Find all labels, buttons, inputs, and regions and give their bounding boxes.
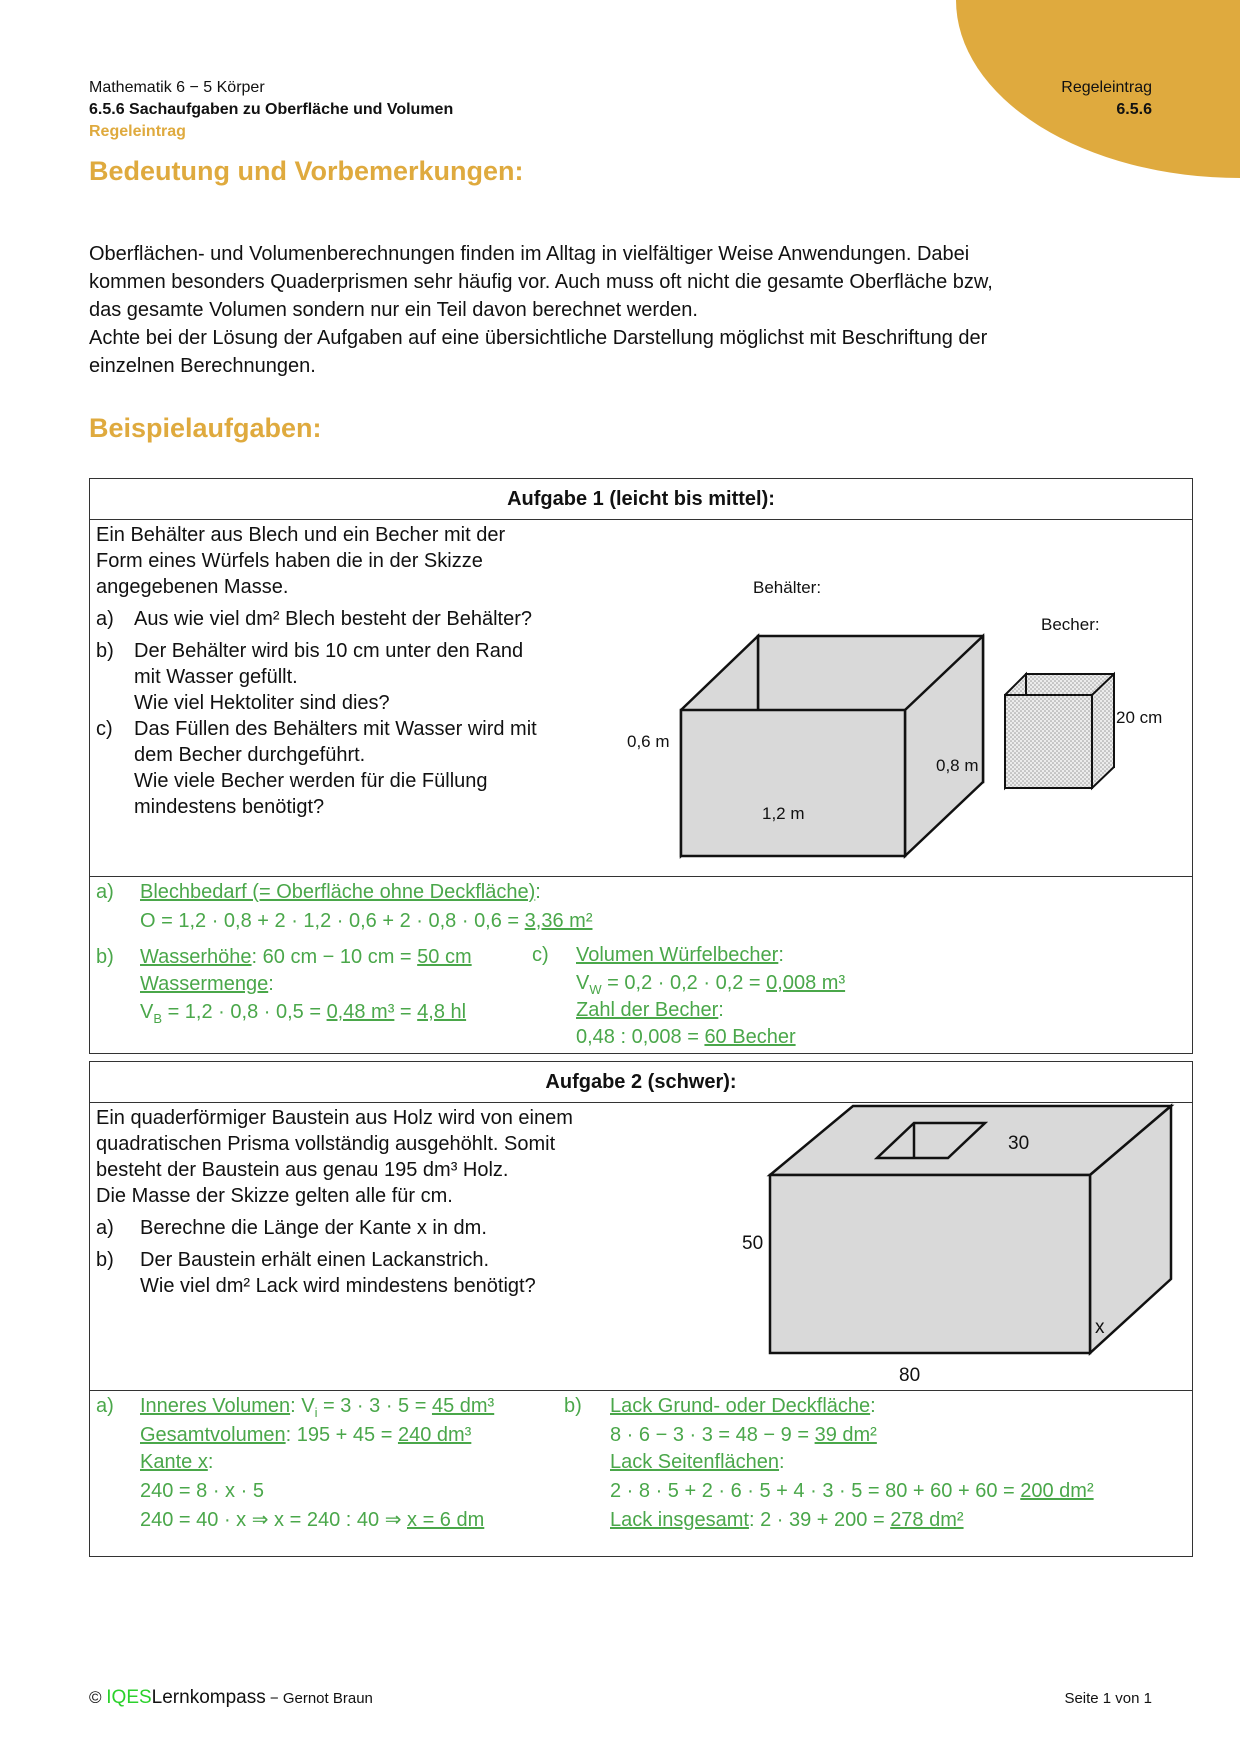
header-right-label: Regeleintrag <box>1061 79 1152 96</box>
solution-heading: Zahl der Becher <box>576 999 719 1021</box>
text-line: Aus wie viel dm² Blech besteht der Behälter? <box>134 608 532 630</box>
solution-a-line3: Kante x: <box>140 1451 214 1473</box>
task-2-body <box>90 1103 1192 1391</box>
solution-b-line2 <box>610 1422 877 1448</box>
category-label: Regeleintrag <box>89 123 186 140</box>
solution-heading: Inneres Volumen <box>140 1395 291 1417</box>
text-line: Ein quaderförmiger Baustein aus Holz wird von einem <box>96 1107 573 1129</box>
calc-text: V <box>576 972 590 994</box>
subject-line: Mathematik 6 − 5 Körper <box>89 79 265 96</box>
brand-iqes: IQES <box>106 1687 152 1708</box>
text-line: mit Wasser gefüllt. <box>134 666 298 688</box>
text-line: Das Füllen des Behälters mit Wasser wird mit <box>134 718 537 740</box>
solution-label: a) <box>96 1395 114 1417</box>
result: 200 dm² <box>1020 1480 1094 1502</box>
solution-b-line2: Wassermenge: <box>140 973 274 995</box>
solution-heading: Lack Seitenflächen <box>610 1451 780 1473</box>
width-dimension: 80 <box>899 1365 921 1386</box>
calc-text: 8 · 6 − 3 · 3 = 48 − 9 = <box>610 1424 815 1446</box>
result: 50 cm <box>417 946 472 968</box>
header-right <box>1061 77 1152 121</box>
text-line: dem Becher durchgeführt. <box>134 744 366 766</box>
calc-text: = 0,2 · 0,2 · 0,2 = <box>601 972 767 994</box>
task-2-solution <box>90 1391 1192 1556</box>
text-line: angegebenen Masse. <box>96 576 289 598</box>
result: 0,48 m³ <box>326 1001 395 1023</box>
question-label: b) <box>96 1249 114 1271</box>
task-1-title: Aufgabe 1 (leicht bis mittel): <box>90 479 1192 520</box>
solution-b-line1 <box>140 944 472 970</box>
text-line: Berechne die Länge der Kante x in dm. <box>140 1217 487 1239</box>
document-header <box>89 77 453 143</box>
calc-text: V <box>140 1001 154 1023</box>
result: x = 6 dm <box>407 1509 485 1531</box>
depth-dimension: 0,8 m <box>936 756 979 775</box>
calc-text: 2 · 8 · 5 + 2 · 6 · 5 + 4 · 3 · 5 = 80 + 60 + 60 = <box>610 1480 1021 1502</box>
task-2-box <box>89 1061 1193 1557</box>
result: 4,8 hl <box>417 1001 467 1023</box>
result: 39 dm² <box>814 1424 877 1446</box>
calc-text: : 60 cm − 10 cm = <box>251 946 418 968</box>
task-2-title: Aufgabe 2 (schwer): <box>90 1062 1192 1103</box>
result: 278 dm² <box>890 1509 964 1531</box>
solution-heading: Volumen Würfelbecher <box>576 944 779 966</box>
text-line: Form eines Würfels haben die in der Skizze <box>96 550 483 572</box>
calc-text: = 1,2 · 0,8 · 0,5 = <box>162 1001 327 1023</box>
solution-b-line3: Lack Seitenflächen: <box>610 1451 785 1473</box>
task-1-box <box>89 478 1193 1054</box>
calc-text: : 195 + 45 = <box>285 1424 398 1446</box>
text-line: Ein Behälter aus Blech und ein Becher mit der <box>96 524 506 546</box>
solution-a-line5 <box>140 1507 484 1533</box>
intro-paragraph <box>89 240 1149 380</box>
solution-b-line4 <box>610 1478 1094 1504</box>
container-label: Behälter: <box>753 578 822 597</box>
author: − Gernot Braun <box>265 1690 373 1707</box>
copyright-icon: © <box>89 1688 102 1707</box>
container-figure <box>90 520 1194 877</box>
solution-heading: Wasserhöhe <box>140 946 252 968</box>
section-heading-intro: Bedeutung und Vorbemerkungen: <box>89 156 524 186</box>
calc-text: 240 = 40 · x ⇒ x = 240 : 40 ⇒ <box>140 1509 408 1531</box>
solution-c-line3: Zahl der Becher: <box>576 999 724 1021</box>
solution-heading: Gesamtvolumen <box>140 1424 286 1446</box>
intro-line: Oberflächen- und Volumenberechnungen finden im Alltag in vielfältiger Weise Anwendungen. Dabei <box>89 243 970 265</box>
solution-heading: Kante x <box>140 1451 208 1473</box>
calc-text: = <box>394 1001 418 1023</box>
result: 60 Becher <box>704 1026 796 1048</box>
question-label: c) <box>96 718 113 740</box>
solution-a-title: Blechbedarf (= Oberfläche ohne Deckfläche): <box>140 881 541 903</box>
result: 45 dm³ <box>431 1395 495 1417</box>
text-line: Wie viel Hektoliter sind dies? <box>134 692 390 714</box>
header-right-code: 6.5.6 <box>1116 101 1152 118</box>
cup-size-dimension: 20 cm <box>1116 708 1163 727</box>
solution-b-line3 <box>140 999 466 1032</box>
topic-title: 6.5.6 Sachaufgaben zu Oberfläche und Volumen <box>89 101 454 118</box>
footer-credit <box>89 1687 373 1709</box>
calc-text: : 2 · 39 + 200 = <box>748 1509 891 1531</box>
text-line: Der Behälter wird bis 10 cm unter den Rand <box>134 640 524 662</box>
hole-dimension: 30 <box>1008 1133 1030 1154</box>
cup-label: Becher: <box>1041 615 1100 634</box>
question-label: a) <box>96 608 114 630</box>
text-line: Wie viel dm² Lack wird mindestens benötigt? <box>140 1275 536 1297</box>
text-line: mindestens benötigt? <box>134 796 325 818</box>
intro-line: das gesamte Volumen sondern nur ein Teil davon berechnet werden. <box>89 299 698 321</box>
height-dimension: 0,6 m <box>627 732 670 751</box>
solution-label: b) <box>564 1395 582 1417</box>
page-number: Seite 1 von 1 <box>1064 1690 1152 1707</box>
solution-b-line1: Lack Grund- oder Deckfläche: <box>610 1395 876 1417</box>
solution-a-line2 <box>140 1422 471 1448</box>
solution-c-line1: Volumen Würfelbecher: <box>576 944 784 966</box>
solution-label: a) <box>96 881 114 903</box>
solution-label: c) <box>532 944 549 966</box>
calc-text: = 3 · 3 · 5 = <box>317 1395 432 1417</box>
result: 0,008 m³ <box>766 972 846 994</box>
text-line: Wie viele Becher werden für die Füllung <box>134 770 488 792</box>
text-line: quadratischen Prisma vollständig ausgehöhlt. Somit <box>96 1133 556 1155</box>
result: 3,36 m² <box>524 910 593 932</box>
subscript: B <box>153 1011 163 1026</box>
solution-b-line5 <box>610 1507 964 1533</box>
solution-heading: Blechbedarf (= Oberfläche ohne Deckfläche) <box>140 881 536 903</box>
text-line: Die Masse der Skizze gelten alle für cm. <box>96 1185 453 1207</box>
solution-c-line4 <box>576 1024 796 1050</box>
intro-line: Achte bei der Lösung der Aufgaben auf eine übersichtliche Darstellung möglichst mit Beschriftung der <box>89 327 988 349</box>
calc-text: O = 1,2 · 0,8 + 2 · 1,2 · 0,6 + 2 · 0,8 · 0,6 = <box>140 910 525 932</box>
text-line: besteht der Baustein aus genau 195 dm³ Holz. <box>96 1159 509 1181</box>
solution-a-calc <box>140 908 592 934</box>
intro-line: einzelnen Berechnungen. <box>89 355 316 377</box>
intro-line: kommen besonders Quaderprismen sehr häufig vor. Auch muss oft nicht die gesamte Oberfläche bzw, <box>89 271 993 293</box>
subscript: i <box>314 1405 318 1420</box>
text-line: Der Baustein erhält einen Lackanstrich. <box>140 1249 490 1271</box>
brand-lernkompass: Lernkompass <box>151 1687 266 1708</box>
calc-text: : V <box>290 1395 315 1417</box>
solution-heading: Wassermenge <box>140 973 269 995</box>
section-heading-examples: Beispielaufgaben: <box>89 413 322 443</box>
subscript: W <box>589 982 602 997</box>
solution-heading: Lack insgesamt <box>610 1509 749 1531</box>
task-1-body <box>90 520 1192 877</box>
calc-text: 0,48 : 0,008 = <box>576 1026 705 1048</box>
result: 240 dm³ <box>397 1424 472 1446</box>
question-label: b) <box>96 640 114 662</box>
solution-a-line4: 240 = 8 · x · 5 <box>140 1480 264 1502</box>
task-1-solution <box>90 877 1192 1053</box>
question-label: a) <box>96 1217 114 1239</box>
height-dimension: 50 <box>742 1233 764 1254</box>
width-dimension: 1,2 m <box>762 804 805 823</box>
solution-label: b) <box>96 946 114 968</box>
solution-heading: Lack Grund- oder Deckfläche <box>610 1395 871 1417</box>
depth-dimension: x <box>1095 1317 1105 1338</box>
